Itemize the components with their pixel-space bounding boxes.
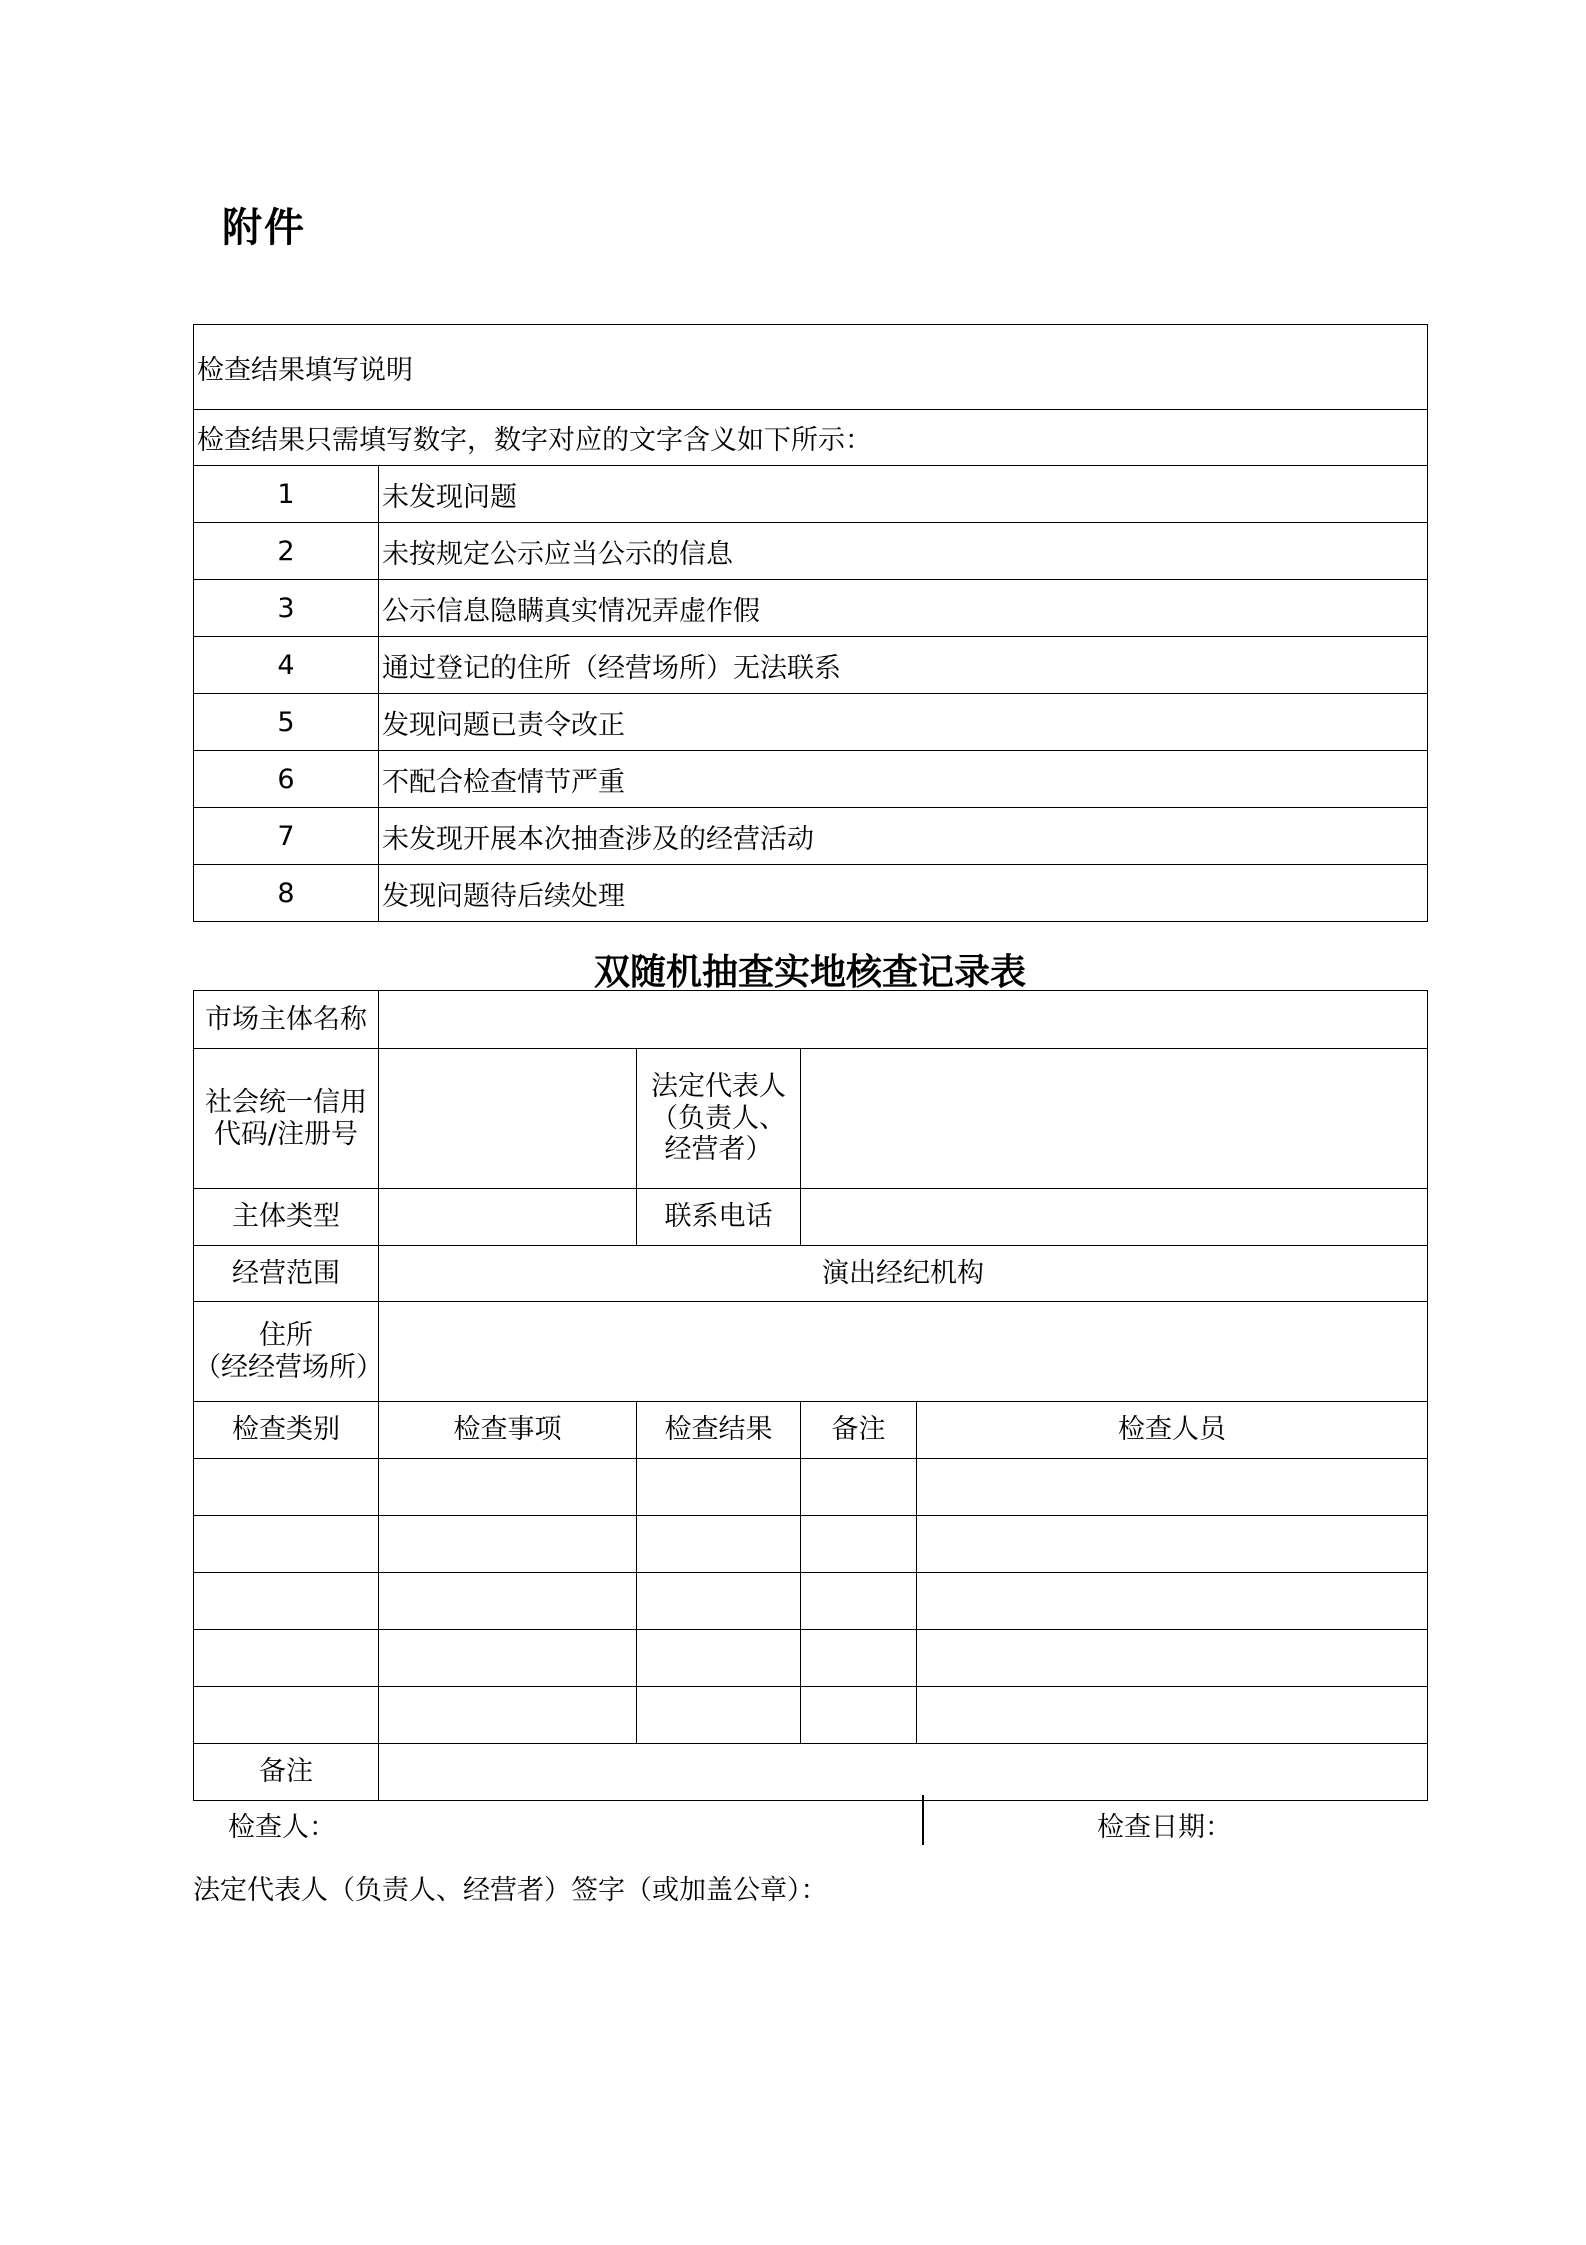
table-cell[interactable] [801,1573,917,1630]
column-header: 备注 [801,1402,917,1459]
table-cell[interactable] [194,1516,379,1573]
legend-text: 不配合检查情节严重 [379,751,1428,808]
address-label: 住所 （经经营场所） [194,1302,379,1402]
table-cell[interactable] [194,1630,379,1687]
remarks-field[interactable] [379,1744,1428,1801]
legend-text: 未按规定公示应当公示的信息 [379,523,1428,580]
table-cell[interactable] [917,1459,1428,1516]
table-cell[interactable] [637,1459,801,1516]
table-cell[interactable] [379,1459,637,1516]
legend-header: 检查结果填写说明 [194,325,1428,410]
table-cell[interactable] [637,1573,801,1630]
legend-text: 未发现开展本次抽查涉及的经营活动 [379,808,1428,865]
legend-row [194,694,1428,751]
column-header: 检查类别 [194,1402,379,1459]
table-cell[interactable] [637,1687,801,1744]
table-cell[interactable] [917,1516,1428,1573]
table-row [194,1459,1428,1516]
phone-label: 联系电话 [637,1189,801,1246]
inspection-date-label: 检查日期： [1097,1812,1232,1843]
table-cell[interactable] [379,1630,637,1687]
legend-text: 通过登记的住所（经营场所）无法联系 [379,637,1428,694]
column-header-row [194,1402,1428,1459]
table-cell[interactable] [917,1573,1428,1630]
column-header: 检查事项 [379,1402,637,1459]
table-cell[interactable] [917,1630,1428,1687]
phone-field[interactable] [801,1189,1428,1246]
table-cell[interactable] [801,1687,917,1744]
table-cell[interactable] [194,1459,379,1516]
legend-number: 1 [194,466,379,523]
legend-number: 6 [194,751,379,808]
address-field[interactable] [379,1302,1428,1402]
legend-row [194,637,1428,694]
legend-row [194,751,1428,808]
inspection-record-table [193,990,1428,1801]
table-cell[interactable] [801,1630,917,1687]
table-row [194,1573,1428,1630]
legend-text: 公示信息隐瞒真实情况弄虚作假 [379,580,1428,637]
legend-subheader: 检查结果只需填写数字，数字对应的文字含义如下所示： [194,410,1428,466]
legend-number: 5 [194,694,379,751]
table-cell[interactable] [637,1516,801,1573]
table-row [194,1630,1428,1687]
signature-label: 法定代表人（负责人、经营者）签字（或加盖公章）： [193,1875,828,1906]
footer-divider [922,1795,924,1845]
attachment-title: 附件 [222,205,306,251]
column-header: 检查人员 [917,1402,1428,1459]
inspector-label: 检查人： [228,1812,336,1843]
table-cell[interactable] [801,1516,917,1573]
legend-number: 4 [194,637,379,694]
legend-number: 2 [194,523,379,580]
table-cell[interactable] [379,1516,637,1573]
form-title: 双随机抽查实地核查记录表 [593,951,1026,993]
legend-row [194,580,1428,637]
table-cell[interactable] [194,1687,379,1744]
legend-row [194,466,1428,523]
entity-type-label: 主体类型 [194,1189,379,1246]
table-row [194,1516,1428,1573]
table-cell[interactable] [801,1459,917,1516]
footer-row [193,1795,1427,1845]
legal-rep-field[interactable] [801,1049,1428,1189]
credit-code-field[interactable] [379,1049,637,1189]
legend-text: 未发现问题 [379,466,1428,523]
entity-type-field[interactable] [379,1189,637,1246]
remarks-label: 备注 [194,1744,379,1801]
result-legend-table [193,324,1428,922]
legend-text: 发现问题已责令改正 [379,694,1428,751]
entity-name-field[interactable] [379,991,1428,1049]
table-cell[interactable] [637,1630,801,1687]
legal-rep-label: 法定代表人 （负责人、 经营者） [637,1049,801,1189]
scope-value: 演出经纪机构 [379,1246,1428,1302]
scope-label: 经营范围 [194,1246,379,1302]
legend-number: 7 [194,808,379,865]
column-header: 检查结果 [637,1402,801,1459]
credit-code-label: 社会统一信用 代码/注册号 [194,1049,379,1189]
legend-number: 3 [194,580,379,637]
legend-row [194,865,1428,922]
table-cell[interactable] [379,1687,637,1744]
legend-number: 8 [194,865,379,922]
table-cell[interactable] [917,1687,1428,1744]
legend-row [194,808,1428,865]
legend-row [194,523,1428,580]
table-cell[interactable] [194,1573,379,1630]
table-cell[interactable] [379,1573,637,1630]
table-row [194,1687,1428,1744]
entity-name-label: 市场主体名称 [194,991,379,1049]
legend-text: 发现问题待后续处理 [379,865,1428,922]
